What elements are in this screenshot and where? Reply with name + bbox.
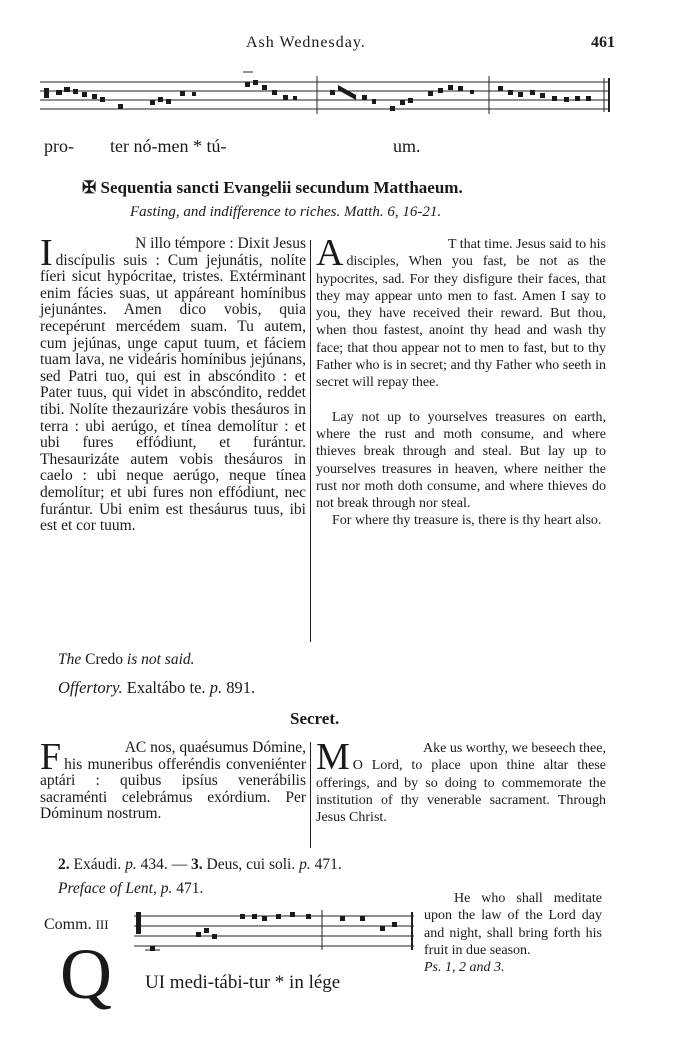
offertory-p: p. [209,678,223,697]
chant-staff-top [0,70,673,150]
gospel-latin-line1: N illo témpore : Dixit Jesus [135,235,306,252]
secret-english-line1: Ake us worthy, we beseech thee, [423,741,606,756]
dropcap-latin-secret: F [40,736,62,778]
chant-lyric-2: ter nó-men * tú- [110,136,227,156]
credo-note-the: The [58,651,82,668]
preface-line [58,880,203,898]
secret-heading: Secret. [290,709,340,728]
communion-translation: He who shall meditate upon the law of the Lord day and night, shall bring forth his fruit in due season. [424,891,602,958]
secret-english-text: O Lord, to place upon thine altar these offerings, and by so doing to commemorate the institution of thy venerable sacrament. Through Jesus Christ. [316,758,606,826]
secret-latin-column [40,736,306,823]
column-divider-secret [310,742,311,848]
gospel-subheading: Fasting, and indifference to riches. Matth. 6, 16-21. [130,204,442,220]
offertory-line [58,678,255,698]
column-divider-gospel [310,240,311,642]
communion-label-text: Comm. [44,916,92,933]
gospel-english-para2: Lay not up to yourselves treasures on earth, where the rust and moth consume, and where thieves break through and steal. But lay up to yourselves treasures in heaven, where neither the rust nor moth doth consume, and where thieves do not break through nor steal. [316,409,606,512]
running-head [0,34,673,54]
preface-p: p. [160,880,173,897]
prayer-page-3: 471. [314,856,342,873]
offertory-page: 891. [226,678,256,697]
dropcap-communion: Q [60,934,112,1014]
prayer-text-2: Exáudi. [73,856,122,873]
page-number: 461 [591,34,615,51]
gospel-heading: ✠ Sequentia sancti Evangelii secundum Matthaeum. [82,178,463,197]
gospel-english-column [316,232,606,530]
chant-lyric-3: um. [393,136,421,156]
prayer-number-2: 2. [58,856,70,873]
communion-psalm: Ps. 1, 2 and 3. [424,960,505,976]
dropcap-latin-gospel: I [40,232,53,274]
dropcap-english-secret: M [316,736,350,778]
prayer-p-3: p. [299,856,311,873]
secret-latin-text: his muneribus offeréndis conveniénter aptári : quibus ipsíus venerábilis sacraménti celebrámus exórdium. Per Dóminum nostrum. [40,755,306,823]
communion-translation-column [424,890,602,976]
gospel-english-line1: T that time. Jesus said to his [447,237,606,252]
gospel-english-para1: disciples, When you fast, be not as the hypocrites, sad. For they disfigure their faces, that they may appear unto men to fast. Amen I say to you, they have received their reward. But thou, when thou fastest, anoint thy head and wash thy face; that thou appear not to men to fast, but to thy Father who is in secret; and thy Father who seeth in secret will repay thee. [316,254,606,391]
preface-page: 471. [176,880,204,897]
gospel-latin-column [40,232,306,535]
prayer-number-3: 3. [191,856,203,873]
offertory-label: Offertory. [58,678,123,697]
communion-lyric: UI medi-tábi-tur * in lége [145,972,341,993]
dropcap-english-gospel: A [316,232,344,274]
offertory-text: Exaltábo te. [126,678,206,697]
credo-note-credo: Credo [85,651,124,668]
credo-note [58,651,195,669]
gospel-english-para3: For where thy treasure is, there is thy heart also. [332,513,602,529]
gospel-latin-text: discípulis suis : Cum jejunátis, nolíte fíeri sicut hypócritae, tristes. Extérminant enim fácies suas, ut appáreant homínibus jejunántes. Amen dico vobis, quia recepérunt mercédem suam. Tu autem, cum jejúnas, unge caput tuum, et fáciem tuam lava, ne videáris homínibus jejúnans, sed Patri tuo, qui est in abscóndito : et Pater tuus, qui videt in abscóndito, reddet tibi. Nolíte thezaurizáre vobis thesáuros in terra : ubi aerúgo, et tínea demolítur : et ubi fures effódiunt, et furántur. Thesaurizáte autem vobis thesáuros in caelo : ubi neque aerúgo, neque tínea demolítur; et ubi fures non effódiunt, nec furántur. Ubi enim est thesáurus tuus, ibi est et cor tuum. [40,251,306,535]
prayer-dash: — [171,856,188,873]
secret-english-column [316,736,606,826]
prayer-page-2: 434. [140,856,168,873]
page-header-title: Ash Wednesday. [246,34,366,51]
communion-mode: III [95,917,109,932]
preface-text: Preface of Lent, [58,880,157,897]
chant-lyric-1: pro- [44,136,74,156]
secret-latin-line1: AC nos, quaésumus Dómine, [124,739,306,756]
credo-note-rest: is not said. [126,651,195,668]
prayer-p-2: p. [125,856,137,873]
other-prayers [58,856,342,874]
prayer-text-3: Deus, cui soli. [206,856,296,873]
